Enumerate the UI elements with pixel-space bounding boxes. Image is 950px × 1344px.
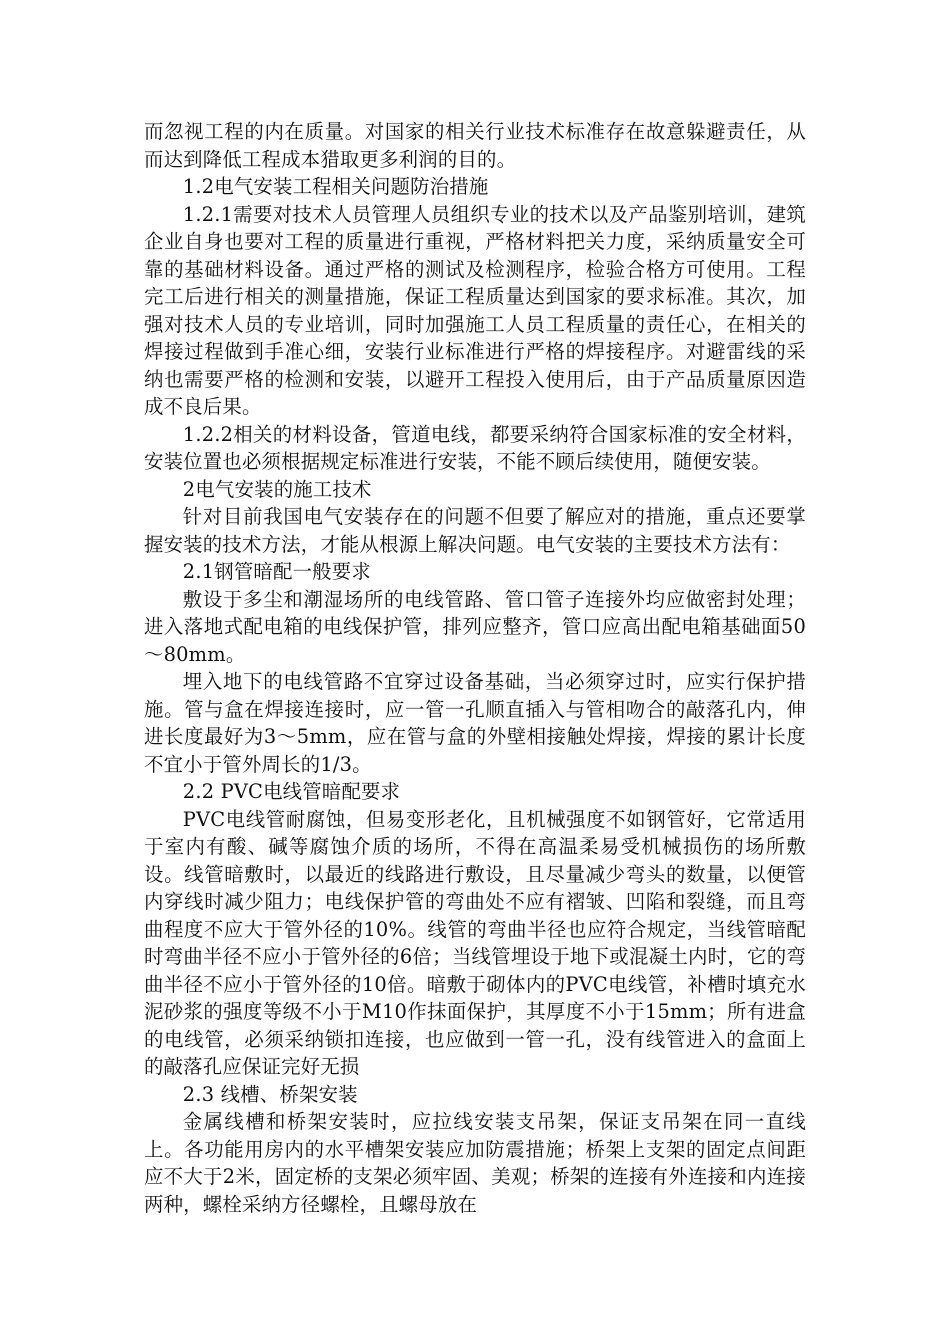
section-heading-2: 2电气安装的施工技术 xyxy=(182,477,372,501)
section-heading-2-3: 2.3 线槽、桥架安装 xyxy=(182,1082,358,1106)
paragraph-2-1-b: 埋入地下的电线管路不宜穿过设备基础，当必须穿过时，应实行保护措施。管与盒在焊接连接时，应一管一孔顺直插入与管相吻合的敲落孔内，伸进长度最好为3～5mm，应在管与盒的外壁相接触处焊接，焊接的累计长度不宜小于管外周长的1/3。 xyxy=(144,670,806,776)
section-heading-2-2: 2.2 PVC电线管暗配要求 xyxy=(182,780,401,803)
paragraph-2-1-a: 敷设于多尘和潮湿场所的电线管路、管口管子连接外均应做密封处理；进入落地式配电箱的电线保护管，排列应整齐，管口应高出配电箱基础面50～80mm。 xyxy=(144,587,806,666)
section-heading-1-2: 1.2电气安装工程相关问题防治措施 xyxy=(182,175,489,198)
paragraph-2-3: 金属线槽和桥架安装时，应拉线安装支吊架，保证支吊架在同一直线上。各功能用房内的水平槽架安装应加防震措施；桥架上支架的固定点间距应不大于2米，固定桥的支架必须牢固、美观；桥架的连接有外连接和内连接两种，螺栓采纳方径螺栓，且螺母放在 xyxy=(144,1110,806,1216)
section-heading-2-1: 2.1钢管暗配一般要求 xyxy=(182,560,371,583)
document-page xyxy=(144,118,806,1218)
paragraph-2-intro: 针对目前我国电气安装存在的问题不但要了解应对的措施，重点还要掌握安装的技术方法，才能从根源上解决问题。电气安装的主要技术方法有： xyxy=(144,505,806,556)
paragraph-intro-continued: 而忽视工程的内在质量。对国家的相关行业技术标准存在故意躲避责任，从而达到降低工程成本猎取更多利润的目的。 xyxy=(144,120,806,171)
paragraph-2-2: PVC电线管耐腐蚀，但易变形老化，且机械强度不如钢管好，它常适用于室内有酸、碱等腐蚀介质的场所，不得在高温柔易受机械损伤的场所敷设。线管暗敷时，以最近的线路进行敷设，且尽量减少弯头的数量，以便管内穿线时减少阻力；电线保护管的弯曲处不应有褶皱、凹陷和裂缝，而且弯曲程度不应大于管外径的10%。线管的弯曲半径也应符合规定，当线管暗配时弯曲半径不应小于管外径的6倍；当线管埋设于地下或混凝土内时，它的弯曲半径不应小于管外径的10倍。暗敷于砌体内的PVC电线管，补槽时填充水泥砂浆的强度等级不小于M10作抹面保护，其厚度不小于15mm；所有进盒的电线管，必须采纳锁扣连接，也应做到一管一孔，没有线管进入的盒面上的敲落孔应保证完好无损 xyxy=(144,807,806,1078)
paragraph-1-2-1: 1.2.1需要对技术人员管理人员组织专业的技术以及产品鉴别培训，建筑企业自身也要对工程的质量进行重视，严格材料把关力度，采纳质量安全可靠的基础材料设备。通过严格的测试及检测程序，检验合格方可使用。工程完工后进行相关的测量措施，保证工程质量达到国家的要求标准。其次，加强对技术人员的专业培训，同时加强施工人员工程质量的责任心，在相关的焊接过程做到手准心细，安装行业标准进行严格的焊接程序。对避雷线的采纳也需要严格的检测和安装，以避开工程投入使用后，由于产品质量原因造成不良后果。 xyxy=(144,202,806,418)
paragraph-1-2-2: 1.2.2相关的材料设备，管道电线，都要采纳符合国家标准的安全材料，安装位置也必须根据规定标准进行安装，不能不顾后续使用，随便安装。 xyxy=(144,422,806,473)
